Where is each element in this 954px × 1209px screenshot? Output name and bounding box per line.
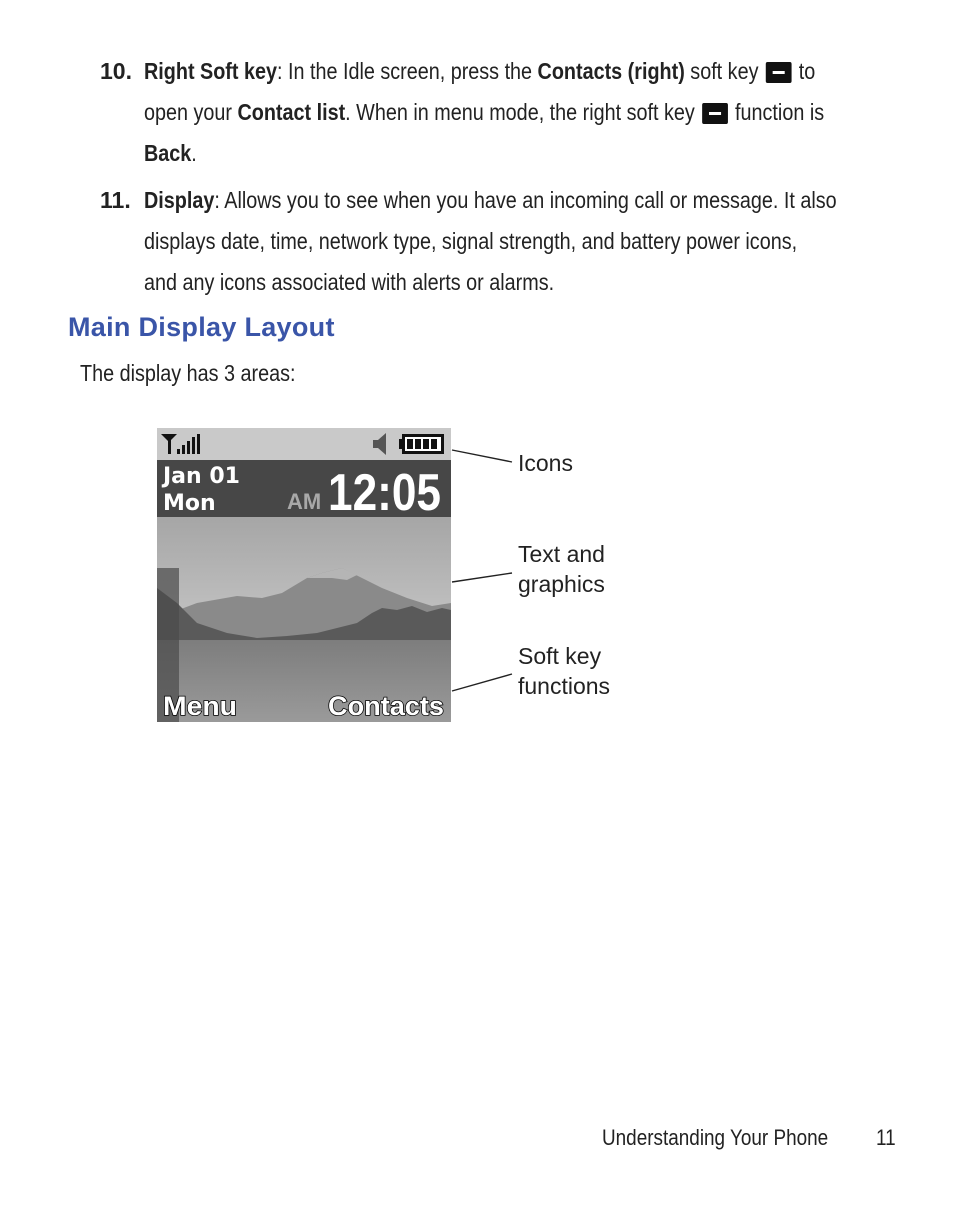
ampm-text: AM [287, 489, 322, 514]
section-title: Main Display Layout [68, 312, 335, 342]
time-text: 12:05 [328, 464, 441, 522]
intro-text: The display has 3 areas: [80, 360, 296, 386]
left-soft-key-label: Menu [163, 691, 237, 721]
callout-text-graphics: Text and graphics [518, 541, 605, 597]
callout-icons: Icons [518, 450, 573, 476]
callout-soft-keys: Soft key functions [518, 643, 611, 699]
day-text: Mon [163, 491, 216, 516]
item-number: 11. [100, 187, 131, 213]
item-term: Right Soft key [144, 58, 277, 84]
item-number: 10. [100, 58, 132, 84]
item-term: Display [144, 187, 215, 213]
footer-page-number: 11 [876, 1125, 896, 1150]
list-item-11: 11. Display: Allows you to see when you have an incoming call or message. It also displays date, time, network type, signal strength, and battery power icons, and any icons associated with alerts or alarms. [100, 180, 900, 303]
date-text: Jan 01 [163, 464, 240, 489]
footer-chapter: Understanding Your Phone [602, 1125, 829, 1150]
list-item-10: 10. Right Soft key: In the Idle screen, press the Contacts (right) soft key to open your Contact list. When in menu mode, the right soft key function is Back. [100, 51, 900, 174]
right-soft-key-label: Contacts [328, 691, 444, 721]
